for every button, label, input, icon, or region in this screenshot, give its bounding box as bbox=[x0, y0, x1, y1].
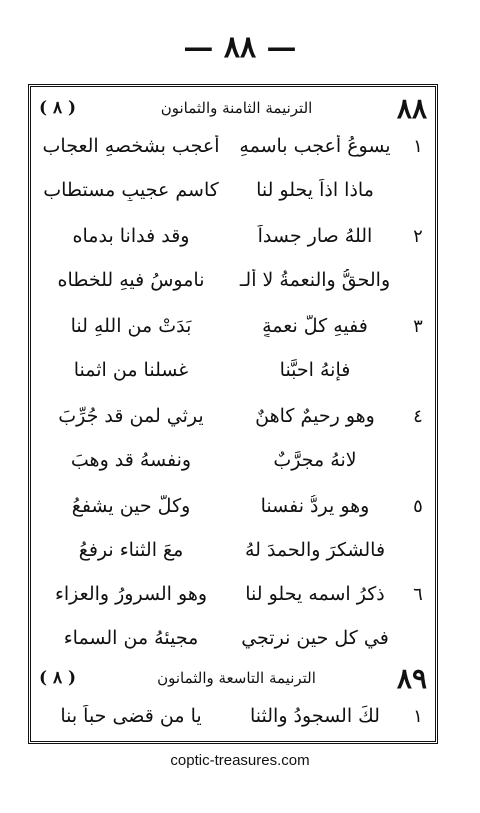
hemistich-left: كاسم عجيبٍ مستطاب bbox=[43, 179, 219, 201]
hemistich-left: أعجب بشخصهِ العجاب bbox=[42, 135, 220, 157]
hymn-number: ٨٨ bbox=[396, 91, 427, 125]
verse-line bbox=[39, 263, 429, 297]
hemistich-left: ونفسهُ قد وهبَ bbox=[70, 449, 192, 471]
verse-line bbox=[39, 699, 429, 733]
hemistich-left: وهو السرورُ والعزاء bbox=[54, 583, 208, 605]
hemistich-left: ناموسُ فيهِ للخطاه bbox=[57, 269, 205, 291]
hemistich-left: غسلنا من اثمنا bbox=[73, 359, 189, 381]
hemistich-right: لكَ السجودُ والثنا bbox=[250, 705, 380, 727]
hemistich-right: اللهُ صار جسداً bbox=[257, 225, 373, 247]
verse-number: ٥ bbox=[413, 495, 423, 517]
hemistich-right: وهو يردُّ نفسنا bbox=[260, 495, 370, 517]
hemistich-right: في كل حين نرتجي bbox=[241, 627, 389, 649]
hemistich-left: وكلَّ حين يشفعُ bbox=[71, 495, 191, 517]
hemistich-right: وهو رحيمٌ كاهنٌ bbox=[255, 405, 375, 427]
verse-line bbox=[39, 399, 429, 433]
verse-number: ١ bbox=[413, 135, 423, 157]
verse-line bbox=[39, 353, 429, 387]
hemistich-right: فإنهُ احبَّنا bbox=[279, 359, 351, 381]
hymn-header bbox=[39, 91, 427, 125]
page-number: — ٨٨ — bbox=[183, 30, 297, 65]
verse-line bbox=[39, 489, 429, 523]
verse-line bbox=[39, 219, 429, 253]
verse-number: ١ bbox=[413, 705, 423, 727]
verse-number: ٦ bbox=[413, 583, 423, 605]
page-frame bbox=[28, 84, 438, 744]
hemistich-right: ففيهِ كلُّ نعمةٍ bbox=[262, 315, 368, 337]
hemistich-right: والحقُّ والنعمةُ لا ألـ bbox=[239, 269, 391, 291]
hymn-number: ٨٩ bbox=[396, 661, 427, 695]
hemistich-right: ماذا اذاً يحلو لنا bbox=[256, 179, 374, 201]
tune-number: ( ٨ ) bbox=[39, 98, 77, 118]
verse-line bbox=[39, 173, 429, 207]
hemistich-left: يرثي لمن قد جُرِّبَ bbox=[58, 405, 204, 427]
hemistich-left: مجيئهُ من السماء bbox=[63, 627, 199, 649]
footer-url: coptic-treasures.com bbox=[170, 752, 310, 769]
hemistich-left: وقد فدانا بدماه bbox=[72, 225, 190, 247]
verse-line bbox=[39, 577, 429, 611]
hemistich-left: بَدَتْ من اللهِ لنا bbox=[70, 315, 192, 337]
verse-number: ٤ bbox=[413, 405, 423, 427]
hemistich-right: لانهُ مجرَّبٌ bbox=[273, 449, 357, 471]
verse-line bbox=[39, 309, 429, 343]
verse-line bbox=[39, 621, 429, 655]
hemistich-right: يسوعُ أعجب باسمهِ bbox=[239, 135, 391, 157]
hymn-title: الترنيمة الثامنة والثمانون bbox=[160, 99, 313, 117]
verse-line bbox=[39, 533, 429, 567]
hemistich-left: معَ الثناء نرفعُ bbox=[78, 539, 184, 561]
verse-number: ٢ bbox=[413, 225, 423, 247]
hemistich-left: يا من قضى حباً بنا bbox=[60, 705, 202, 727]
verse-line bbox=[39, 129, 429, 163]
hemistich-right: ذكرُ اسمه يحلو لنا bbox=[245, 583, 385, 605]
verse-number: ٣ bbox=[413, 315, 423, 337]
hymn-title: الترنيمة التاسعة والثمانون bbox=[157, 669, 316, 687]
tune-number: ( ٨ ) bbox=[39, 668, 77, 688]
hemistich-right: فالشكرَ والحمدَ لهُ bbox=[244, 539, 386, 561]
verse-line bbox=[39, 443, 429, 477]
hymn-header bbox=[39, 661, 427, 695]
